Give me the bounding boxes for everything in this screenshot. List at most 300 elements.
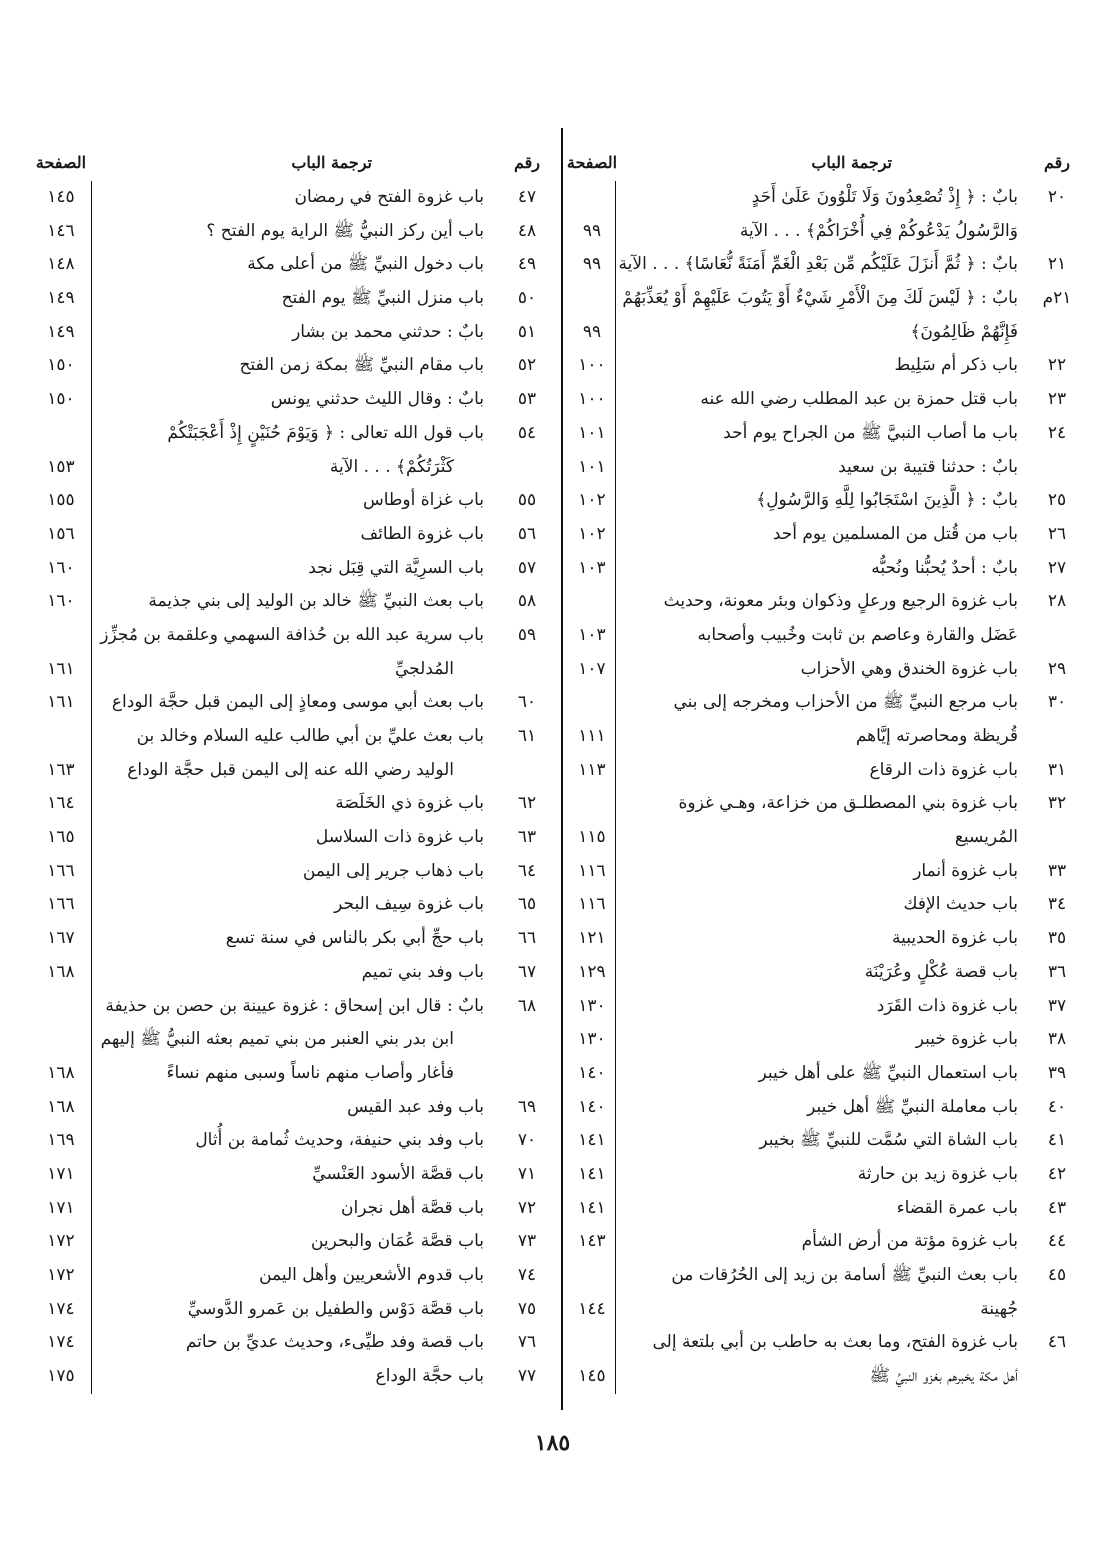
row-separator [615, 282, 617, 316]
toc-entry [32, 215, 552, 249]
toc-entry [32, 653, 552, 687]
entry-page: ١٤٠ [578, 1062, 606, 1083]
row-separator [615, 181, 617, 215]
toc-entry [562, 552, 1082, 586]
entry-page: ١٠١ [578, 422, 606, 443]
entry-page: ١٤٨ [47, 254, 75, 275]
entry-number: ٦٥ [517, 894, 537, 915]
entry-page: ١٤١ [578, 1130, 606, 1151]
entry-number: ٣٣ [1047, 860, 1067, 881]
toc-entry [32, 619, 552, 653]
entry-page: ١٢٩ [578, 961, 606, 982]
toc-entry [32, 349, 552, 383]
row-separator [91, 1057, 93, 1091]
row-separator [91, 720, 93, 754]
entry-title: باب غزاة أوطاس [362, 490, 484, 511]
entry-number: ٥١ [517, 321, 537, 342]
entry-title: باب استعمال النبيِّ ﷺ على أهل خيبر [758, 1062, 1018, 1083]
entry-number: ٧٠ [517, 1130, 537, 1151]
toc-entry [562, 1293, 1082, 1327]
entry-page: ١٦٨ [47, 1096, 75, 1117]
row-separator [91, 1326, 93, 1360]
entry-number: ٢٢ [1047, 355, 1067, 376]
entry-page: ١٥٠ [47, 355, 75, 376]
toc-entry [562, 248, 1082, 282]
entry-number: ٦٧ [517, 961, 537, 982]
entry-number: ٥٥ [517, 490, 537, 511]
toc-entry [32, 1091, 552, 1125]
entry-number: ٢٤ [1047, 422, 1067, 443]
entry-number: ٤٠ [1047, 1096, 1067, 1117]
entry-page: ١٠٠ [578, 355, 606, 376]
entry-title: المُدلجيِّ [395, 658, 454, 679]
entry-page: ١٤١ [578, 1163, 606, 1184]
entry-page: ١٠٢ [578, 523, 606, 544]
toc-entry [562, 215, 1082, 249]
entry-page: ٩٩ [582, 254, 602, 275]
entry-page: ١٢١ [578, 928, 606, 949]
entry-page: ١٤١ [578, 1197, 606, 1218]
header-title: ترجمة الباب [811, 153, 892, 172]
entry-page: ١٠١ [578, 456, 606, 477]
entry-number: ٦٢ [517, 793, 537, 814]
entry-page: ١٠٠ [578, 389, 606, 410]
entry-number: ٢٧ [1047, 557, 1067, 578]
toc-entry [562, 754, 1082, 788]
entry-page: ١٦١ [47, 692, 75, 713]
entry-number: ٢٠ [1047, 187, 1067, 207]
header-page: الصفحة [566, 153, 618, 172]
entry-page: ١٤٤ [578, 1298, 606, 1319]
entry-number: ٢٥ [1047, 490, 1067, 511]
row-separator [91, 1091, 93, 1125]
entry-number: ٤٤ [1047, 1231, 1067, 1252]
entry-page: ١٣٠ [578, 1029, 606, 1050]
entry-title: باب من قُتل من المسلمين يوم أحد [772, 523, 1018, 544]
entry-number: ٢٦ [1047, 523, 1067, 544]
entry-title: باب سرية عبد الله بن حُذافة السهمي وعلقمة بن مُجزِّز [100, 624, 484, 645]
toc-entry [32, 1192, 552, 1226]
row-separator [91, 316, 93, 350]
entry-page: ١٥٣ [47, 456, 75, 477]
entry-page: ١٤٠ [578, 1096, 606, 1117]
entry-number: ٤٦ [1047, 1332, 1067, 1353]
entry-title: باب عمرة القضاء [896, 1197, 1018, 1218]
entry-title: بابٌ : ﴿ ثُمَّ أَنزَلَ عَلَيْكُم مِّن بَعْدِ الْغَمِّ أَمَنَةً نُّعَاسًا﴾ . . . الآية [618, 254, 1018, 275]
header-row [32, 145, 552, 181]
entry-page: ١٥٠ [47, 389, 75, 410]
toc-column-left [32, 145, 552, 1394]
toc-column-right [562, 145, 1082, 1394]
entry-title: باب قصَّة عُمَان والبحرين [310, 1231, 484, 1252]
entry-title: باب قدوم الأشعريين وأهل اليمن [259, 1265, 484, 1285]
toc-entry [562, 282, 1082, 316]
toc-entry [32, 720, 552, 754]
toc-entry [32, 686, 552, 720]
entry-number: ٣٢ [1047, 793, 1067, 814]
row-separator [91, 1225, 93, 1259]
entry-title: بابٌ : ﴿ لَيْسَ لَكَ مِنَ الْأَمْرِ شَيْءٌ أَوْ يَتُوبَ عَلَيْهِمْ أَوْ يُعَذِّبَهُمْ [622, 288, 1018, 309]
row-separator [91, 451, 93, 485]
entry-title: باب الشاة التي سُمَّت للنبيِّ ﷺ بخيبر [759, 1130, 1018, 1151]
entry-page: ١٤٣ [578, 1231, 606, 1252]
entry-title: أهل مكة يخبرهم بغزو النبيِّ ﷺ [869, 1366, 1018, 1387]
toc-entry [562, 484, 1082, 518]
entry-title: باب وفد بني حنيفة، وحديث ثُمامة بن أُثال [195, 1130, 484, 1151]
entry-title: عَضَل والقارة وعاصم بن ثابت وخُبيب وأصحابه [697, 624, 1018, 645]
row-separator [91, 585, 93, 619]
entry-title: باب قصة عُكْلٍ وعُرَيْنَة [864, 961, 1018, 982]
row-separator [91, 787, 93, 821]
entry-number: ٣٤ [1047, 894, 1067, 915]
entry-title: بابٌ : حدثني محمد بن بشار [292, 321, 484, 342]
toc-entry [562, 956, 1082, 990]
entry-title: باب حديث الإفك [903, 894, 1018, 915]
toc-entry [32, 1158, 552, 1192]
entry-number: ٣٨ [1047, 1029, 1067, 1050]
toc-entry [562, 1057, 1082, 1091]
entry-title: باب قصَّة دَوْس والطفيل بن عَمرو الدَّوسيِّ [187, 1298, 484, 1319]
toc-entry [32, 922, 552, 956]
row-separator [615, 1326, 617, 1360]
entry-number: ٥٩ [517, 624, 537, 645]
row-separator [91, 248, 93, 282]
entry-title: باب حجِّ أبي بكر بالناس في سنة تسع [225, 928, 484, 949]
entry-title: بابٌ : ﴿ إِذْ تُصْعِدُونَ وَلَا تَلْوُونَ عَلَىٰ أَحَدٍ [751, 187, 1018, 207]
entry-title: باب غزوة الحديبية [891, 928, 1018, 949]
toc-entry [562, 383, 1082, 417]
entry-page: ١٠٧ [578, 658, 606, 679]
entry-number: ٦٣ [517, 827, 537, 848]
toc-entry [562, 888, 1082, 922]
entry-page: ١١٦ [578, 860, 606, 881]
entry-page: ١٦٤ [47, 793, 75, 814]
entry-page: ١٦٧ [47, 928, 75, 949]
entry-title: ابن بدر بني العنبر من بني تميم بعثه النبيُّ ﷺ إليهم [100, 1029, 454, 1050]
row-separator [91, 686, 93, 720]
entry-page: ١٦٦ [47, 860, 75, 881]
entry-title: باب دخول النبيِّ ﷺ من أعلى مكة [247, 254, 484, 275]
header-page: الصفحة [35, 153, 87, 172]
row-separator [615, 686, 617, 720]
entry-number: ٤١ [1047, 1130, 1067, 1151]
entry-title: باب غزوة زيد بن حارثة [857, 1163, 1018, 1184]
entry-title: باب غزوة ذات القَرَد [876, 995, 1018, 1016]
toc-entry [562, 1259, 1082, 1293]
entry-number: ٢٩ [1047, 658, 1067, 679]
toc-entry [32, 1360, 552, 1394]
row-separator [91, 956, 93, 990]
toc-entry [562, 349, 1082, 383]
entry-page: ١٧٢ [47, 1265, 75, 1285]
toc-entry [562, 990, 1082, 1024]
entry-title: باب غزوة ذات الرقاع [869, 759, 1018, 780]
toc-entry [32, 888, 552, 922]
toc-entry [562, 1225, 1082, 1259]
row-separator [91, 1023, 93, 1057]
entry-title: باب ما أصاب النبيَّ ﷺ من الجراح يوم أحد [723, 422, 1018, 443]
entry-number: ٥٦ [517, 523, 537, 544]
entry-number: ٥٨ [517, 591, 537, 612]
entry-title: باب غزوة الخندق وهي الأحزاب [800, 658, 1018, 679]
entry-page: ١٦٠ [47, 557, 75, 578]
entry-title: باب وفد بني تميم [361, 961, 484, 982]
entry-number: ٢٨ [1047, 591, 1067, 612]
toc-entry [562, 1023, 1082, 1057]
row-separator [91, 653, 93, 687]
toc-entry [32, 990, 552, 1024]
entry-page: ١٤٦ [47, 220, 75, 241]
entry-number: ٦١ [517, 726, 537, 746]
toc-entry [32, 451, 552, 485]
toc-entry [562, 181, 1082, 215]
entry-number: ٦٠ [517, 692, 537, 713]
entry-page: ١٦٥ [47, 827, 75, 848]
entry-number: ٧٦ [517, 1332, 537, 1353]
toc-entry [562, 821, 1082, 855]
entry-number: ٢١ [1047, 254, 1067, 275]
toc-entry [562, 855, 1082, 889]
entry-page: ١٠٣ [578, 624, 606, 645]
entry-number: ٢١م [1042, 288, 1072, 309]
row-separator [91, 821, 93, 855]
entry-page: ١٦٠ [47, 591, 75, 612]
toc-entry [32, 417, 552, 451]
entry-title: باب قصة وفد طيِّىء، وحديث عديِّ بن حاتم [185, 1332, 484, 1353]
entry-page: ١٦٣ [47, 759, 75, 780]
row-separator [91, 383, 93, 417]
entry-number: ٦٦ [517, 928, 537, 949]
entry-page: ١٧٤ [47, 1298, 75, 1319]
entry-title: باب قصَّة الأسود العَنْسيِّ [312, 1163, 484, 1184]
entry-title: وَالرَّسُولُ يَدْعُوكُمْ فِي أُخْرَاكُمْ﴾ . . . الآية [739, 220, 1018, 241]
toc-entry [562, 1326, 1082, 1360]
toc-entry [32, 1293, 552, 1327]
entry-page: ١٧٤ [47, 1332, 75, 1353]
entry-title: بابٌ : ﴿ الَّذِينَ اسْتَجَابُوا لِلَّهِ وَالرَّسُولِ﴾ [756, 490, 1018, 511]
entry-title: باب غزوة الفتح في رمضان [294, 187, 484, 207]
entry-page: ١٧١ [47, 1197, 75, 1218]
row-separator [91, 484, 93, 518]
toc-entry [562, 787, 1082, 821]
toc-entry [562, 1192, 1082, 1226]
entry-number: ٤٣ [1047, 1197, 1067, 1218]
entry-number: ٤٧ [517, 187, 537, 207]
entry-title: باب حجَّة الوداع [375, 1366, 484, 1387]
toc-entry [32, 383, 552, 417]
entry-title: باب وفد عبد القيس [347, 1096, 484, 1117]
toc-entry [32, 1259, 552, 1293]
row-separator [91, 1293, 93, 1327]
toc-entry [562, 686, 1082, 720]
toc-entry [32, 585, 552, 619]
toc-entry [32, 1326, 552, 1360]
toc-entry [32, 1124, 552, 1158]
row-separator [91, 552, 93, 586]
entry-title: بابٌ : وقال الليث حدثني يونس [270, 389, 484, 410]
entry-title: فأغار وأصاب منهم ناساً وسبى منهم نساءً [166, 1062, 454, 1083]
entry-title: باب ذكر أم سَلِيط [894, 355, 1018, 376]
entry-title: باب غزوة ذات السلاسل [315, 827, 484, 848]
entry-page: ١٦١ [47, 658, 75, 679]
entry-page: ١٣٠ [578, 995, 606, 1016]
entry-page: ١٧٢ [47, 1231, 75, 1252]
row-separator [91, 754, 93, 788]
entry-page: ١٤٩ [47, 321, 75, 342]
row-separator [91, 990, 93, 1024]
entry-title: قُريظة ومحاصرته إيَّاهم [855, 726, 1018, 746]
entry-title: باب بعث النبيِّ ﷺ خالد بن الوليد إلى بني جذيمة [148, 591, 484, 612]
entry-title: جُهينة [980, 1298, 1018, 1319]
entry-title: باب بعث أبي موسى ومعاذٍ إلى اليمن قبل حجَّة الوداع [111, 692, 484, 713]
entry-number: ٣٠ [1047, 692, 1067, 713]
row-separator [91, 282, 93, 316]
header-number: رقم [1043, 153, 1071, 172]
toc-entry [32, 1023, 552, 1057]
entry-number: ٤٨ [517, 220, 537, 241]
entry-page: ١٥٥ [47, 490, 75, 511]
row-separator [91, 888, 93, 922]
entry-title: المُريسيع [954, 827, 1018, 848]
entry-page: ١٠٢ [578, 490, 606, 511]
entry-number: ٦٩ [517, 1096, 537, 1117]
toc-entry [32, 181, 552, 215]
entry-page: ١٧١ [47, 1163, 75, 1184]
toc-entry [32, 821, 552, 855]
toc-entry [32, 282, 552, 316]
entry-title: باب غزوة الرجيع ورعلٍ وذكوان وبئر معونة، وحديث [663, 591, 1018, 612]
entry-title: باب غزوة ذي الخَلَصَة [335, 793, 484, 814]
entry-number: ٥٤ [517, 422, 537, 443]
row-separator [91, 1124, 93, 1158]
entry-page: ١٤٩ [47, 288, 75, 309]
entry-number: ٥٢ [517, 355, 537, 376]
entry-title: باب غزوة خيبر [915, 1029, 1018, 1050]
entry-title: باب غزوة بني المصطلـق من خزاعة، وهـي غزوة [678, 793, 1018, 814]
entry-title: بابٌ : أحدٌ يُحبُّنا ونُحبُّه [871, 557, 1018, 578]
entry-number: ٥٠ [517, 288, 537, 309]
entry-title: باب غزوة الطائف [360, 523, 484, 544]
row-separator [91, 349, 93, 383]
entry-title: باب السرِيَّة التي قِبَل نجد [308, 557, 484, 578]
entry-number: ٣٩ [1047, 1062, 1067, 1083]
row-separator [91, 619, 93, 653]
entry-number: ٤٢ [1047, 1163, 1067, 1184]
entry-page: ١١١ [578, 726, 606, 746]
row-separator [91, 1192, 93, 1226]
row-separator [91, 855, 93, 889]
entry-page: ١٠٣ [578, 557, 606, 578]
toc-entry [32, 754, 552, 788]
entry-title: باب قول الله تعالى : ﴿ وَيَوْمَ حُنَيْنٍ إِذْ أَعْجَبَتْكُمْ [167, 422, 484, 443]
entry-page: ١٧٥ [47, 1366, 75, 1387]
row-separator [91, 1360, 93, 1394]
entry-page: ١١٦ [578, 894, 606, 915]
row-separator [91, 1259, 93, 1293]
toc-entry [32, 1225, 552, 1259]
entry-title: بابٌ : حدثنا قتيبة بن سعيد [838, 456, 1018, 477]
toc-entry [562, 1158, 1082, 1192]
toc-entry [32, 316, 552, 350]
row-separator [91, 922, 93, 956]
entry-number: ٣١ [1047, 759, 1067, 780]
entry-number: ٧٤ [517, 1265, 537, 1285]
entry-number: ٥٣ [517, 389, 537, 410]
toc-entry [562, 1124, 1082, 1158]
entry-page: ١٤٥ [47, 187, 75, 207]
entry-number: ٧٥ [517, 1298, 537, 1319]
toc-entry [32, 956, 552, 990]
entry-title: باب بعث عليِّ بن أبي طالب عليه السلام وخالد بن [136, 726, 484, 746]
entry-page: ١٦٦ [47, 894, 75, 915]
entry-title: فَإِنَّهُمْ ظَالِمُونَ﴾ [910, 321, 1018, 342]
entry-title: باب أين ركز النبيُّ ﷺ الراية يوم الفتح ؟ [206, 220, 484, 241]
entry-page: ١٦٨ [47, 1062, 75, 1083]
row-separator [91, 181, 93, 215]
entry-number: ٧٧ [517, 1366, 537, 1387]
entry-page: ١١٣ [578, 759, 606, 780]
entry-title: باب معاملة النبيِّ ﷺ أهل خيبر [807, 1096, 1018, 1117]
toc-entry [562, 451, 1082, 485]
header-number: رقم [513, 153, 541, 172]
entry-page: ١١٥ [578, 827, 606, 848]
toc-entry [32, 518, 552, 552]
entry-title: باب قصَّة أهل نجران [341, 1197, 484, 1218]
toc-entry [32, 787, 552, 821]
toc-entry [562, 653, 1082, 687]
entry-title: كَثْرَتُكُمْ﴾ . . . الآية [329, 456, 454, 477]
entry-page: ١٥٦ [47, 523, 75, 544]
toc-entry [562, 619, 1082, 653]
row-separator [615, 787, 617, 821]
page-number: ١٨٥ [534, 1430, 571, 1456]
row-separator [615, 1259, 617, 1293]
entry-page: ١٤٥ [578, 1366, 606, 1387]
row-separator [91, 417, 93, 451]
toc-entry [32, 855, 552, 889]
entry-number: ٦٤ [517, 860, 537, 881]
row-separator [91, 1158, 93, 1192]
entry-title: باب غزوة مؤتة من أرض الشأم [801, 1231, 1018, 1252]
entry-page: ١٦٩ [47, 1130, 75, 1151]
toc-entry [32, 552, 552, 586]
toc-entry [562, 1360, 1082, 1394]
entry-number: ٤٥ [1047, 1265, 1067, 1285]
row-separator [615, 585, 617, 619]
entry-number: ٣٧ [1047, 995, 1067, 1016]
header-title: ترجمة الباب [291, 153, 372, 172]
entry-page: ٩٩ [582, 321, 602, 342]
entry-page: ٩٩ [582, 220, 602, 241]
entry-number: ٦٨ [517, 995, 537, 1016]
toc-entry [32, 248, 552, 282]
entry-number: ٧٣ [517, 1231, 537, 1252]
toc-entry [562, 720, 1082, 754]
toc-entry [32, 1057, 552, 1091]
header-row [562, 145, 1082, 181]
entry-number: ٤٩ [517, 254, 537, 275]
toc-entry [562, 316, 1082, 350]
toc-entry [562, 922, 1082, 956]
entry-title: بابٌ : قال ابن إسحاق : غزوة عيينة بن حصن بن حذيفة [105, 995, 484, 1016]
entry-title: باب بعث النبيِّ ﷺ أسامة بن زيد إلى الحُرُقات من [671, 1265, 1018, 1285]
toc-entry [562, 1091, 1082, 1125]
entry-title: باب غزوة أنمار [913, 860, 1018, 881]
entry-title: باب قتل حمزة بن عبد المطلب رضي الله عنه [700, 389, 1018, 410]
row-separator [91, 215, 93, 249]
entry-page: ١٦٨ [47, 961, 75, 982]
entry-title: الوليد رضي الله عنه إلى اليمن قبل حجَّة الوداع [127, 759, 454, 780]
